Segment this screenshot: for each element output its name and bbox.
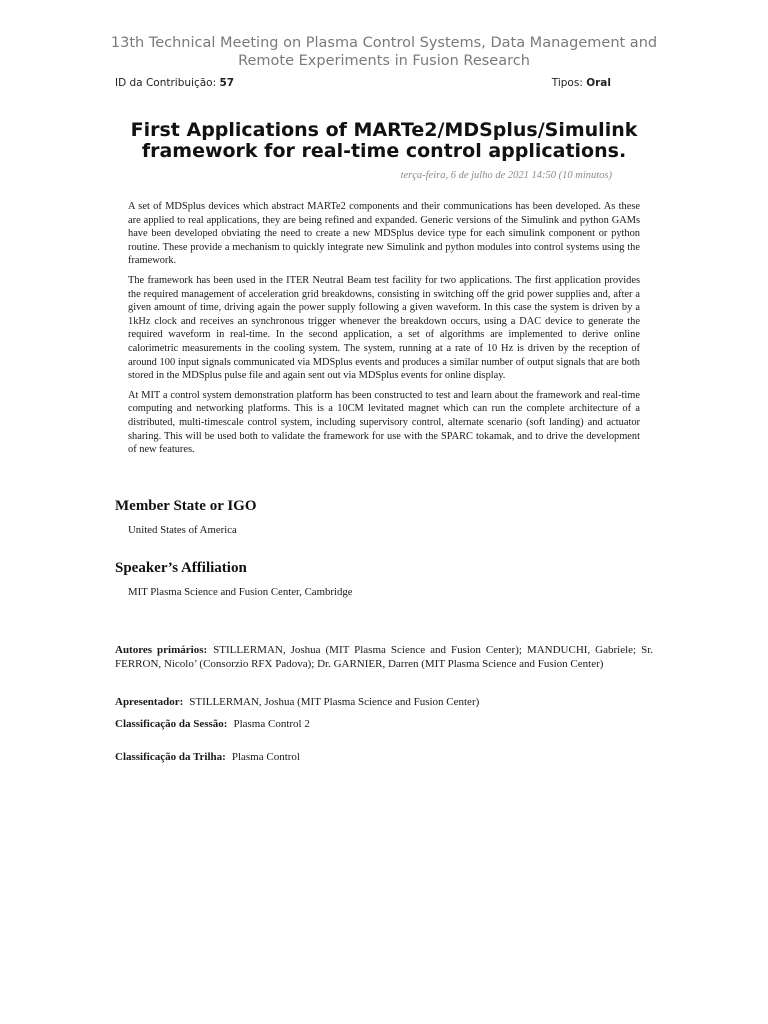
abstract-paragraph: At MIT a control system demonstration platform has been constructed to test and learn about the framework and real-time computing and networking platforms. This is a 10CM levitated magnet which can run the complete architecture of a distributed, multi-timescale control system, including supervisory control, alternate scenario (soft landing) and actuator sharing. This will be used both to validate the framework for use with the SPARC tokamak, and to drive the development of new features. [128, 389, 640, 456]
contribution-type-label: Tipos: [551, 77, 583, 89]
affiliation-heading: Speaker’s Affiliation [115, 560, 247, 576]
presenter [115, 695, 653, 709]
track-classification [115, 750, 653, 764]
track-classification-label: Classificação da Trilha: [115, 751, 226, 763]
member-state-value: United States of America [128, 524, 237, 536]
contribution-type [552, 77, 611, 89]
contribution-type-value: Oral [586, 77, 611, 89]
session-datetime: terça-feira, 6 de julho de 2021 14:50 (10 minutos) [400, 170, 612, 181]
primary-authors-value: STILLERMAN, Joshua (MIT Plasma Science and Fusion Center); MANDUCHI, Gabriele; Sr. FERRON, Nicolo’ (Consorzio RFX Padova); Dr. GARNIER, Darren (MIT Plasma Science and Fusion Center) [115, 644, 653, 670]
abstract-paragraph: A set of MDSplus devices which abstract MARTe2 components and their communications has been developed. As these are applied to real applications, they are being refined and expanded. Generic versions of the Simulink and python GAMs have been developed obviating the need to create a new MDSplus device type for each simulink component or python routine. These provide a mechanism to quickly integrate new Simulink and python modules into control systems using the framework. [128, 201, 640, 267]
primary-authors [115, 643, 653, 671]
session-classification-label: Classificação da Sessão: [115, 718, 228, 730]
member-state-heading: Member State or IGO [115, 498, 257, 514]
session-classification-value: Plasma Control 2 [233, 718, 310, 730]
primary-authors-label: Autores primários: [115, 644, 208, 656]
paper-title: First Applications of MARTe2/MDSplus/Simulink framework for real-time control applications. [130, 119, 638, 162]
contribution-id-value: 57 [219, 77, 235, 89]
session-classification [115, 717, 653, 731]
track-classification-value: Plasma Control [231, 751, 300, 763]
presenter-label: Apresentador: [115, 696, 184, 708]
abstract-paragraph: The framework has been used in the ITER Neutral Beam test facility for two applications. The first application provides the required management of acceleration grid breakdowns, consisting in switching off the grid power supplies and, after a given amount of time, driving again the power supply following a given waveform. In this case the system is driven by a 1kHz clock and receives an synchronous trigger whenever the breakdown occurs, using a DAC device to generate the required waveform in real-time. In the second application, a set of algorithms are implemented to derive online calorimetric measurements in the cooling system. The system, running at a rate of 10 Hz is driven by the reception of around 100 input signals communicated via MDSplus events and produces a similar number of output signals that are both stored in the MDSplus pulse file and again sent out via MDSplus events for online display. [128, 274, 640, 382]
meta-row [115, 77, 611, 89]
presenter-value: STILLERMAN, Joshua (MIT Plasma Science and Fusion Center) [189, 696, 480, 708]
conference-title: 13th Technical Meeting on Plasma Control Systems, Data Management and Remote Experiments in Fusion Research [110, 35, 658, 69]
abstract [128, 200, 640, 463]
affiliation-value: MIT Plasma Science and Fusion Center, Cambridge [128, 586, 353, 598]
contribution-id [115, 77, 234, 89]
contribution-id-label: ID da Contribuição: [115, 77, 217, 89]
